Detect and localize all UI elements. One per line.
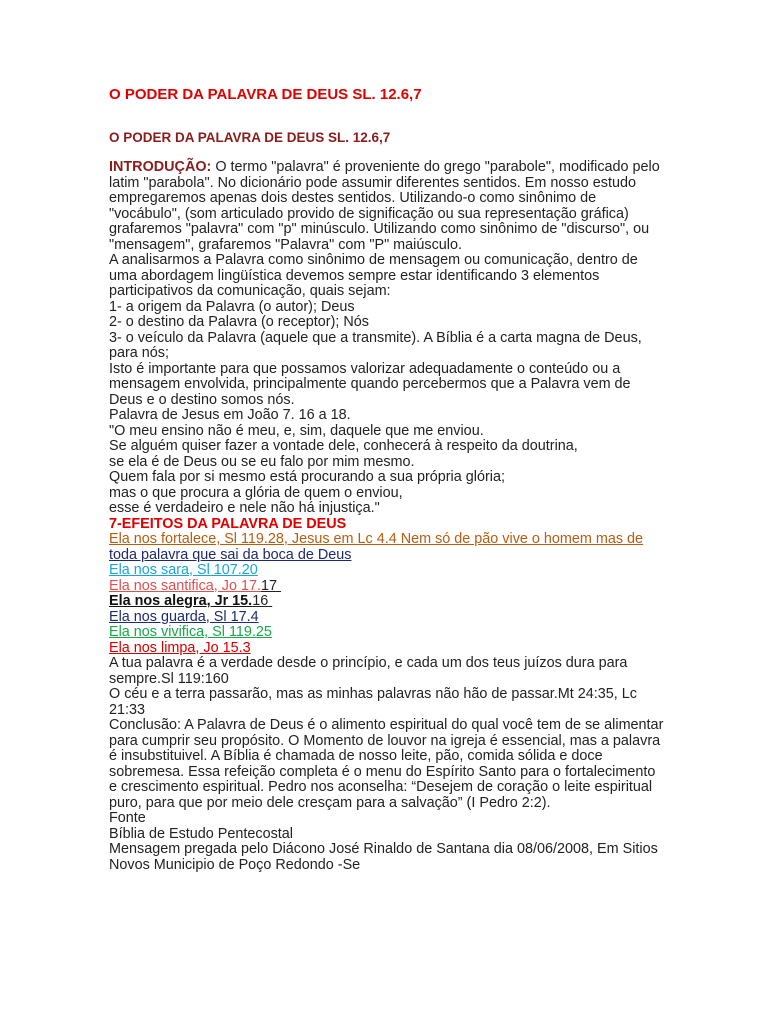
body-line: Quem fala por si mesmo está procurando a sua própria glória; <box>109 469 505 485</box>
document-body <box>109 130 669 873</box>
closing-line: para cumprir seu propósito. O Momento de louvor na igreja é essencial, mas a palavra <box>109 732 661 749</box>
efeito-sara-link[interactable]: Ela nos sara, Sl 107.20 <box>109 562 258 578</box>
closing-line: sempre.Sl 119:160 <box>109 670 229 687</box>
body-line: Palavra de Jesus em João 7. 16 a 18. <box>109 407 351 423</box>
efeito-vivifica-link[interactable]: Ela nos vivifica, Sl 119.25 <box>109 624 272 640</box>
closing-line: Conclusão: A Palavra de Deus é o alimento espiritual do qual você tem de se alimentar <box>109 717 664 733</box>
body-line: para nós; <box>109 345 170 361</box>
body-line: A analisarmos a Palavra como sinônimo de mensagem ou comunicação, dentro de <box>109 252 638 268</box>
body-line: "mensagem", grafaremos "Palavra" com "P" maiúsculo. <box>109 236 462 253</box>
efeito-alegra-verse[interactable]: 16 <box>252 593 269 609</box>
body-line: "O meu ensino não é meu, e, sim, daquele que me enviou. <box>109 422 484 439</box>
efeito-fortalece-link[interactable]: Ela nos fortalece, Sl 119.28, Jesus em Lc 4.4 Nem só de pão vive o homem mas de <box>109 531 644 547</box>
intro-label: INTRODUÇÃO: <box>109 159 212 175</box>
body-line: empregaremos apenas dois destes sentidos. Utilizando-o como sinônimo de <box>109 190 597 206</box>
body-line: "vocábulo", (som articulado provido de significação ou sua representação gráfica) <box>109 205 629 222</box>
closing-line: Fonte <box>109 810 146 826</box>
body-line: mensagem envolvida, principalmente quando percebermos que a Palavra vem de <box>109 376 631 392</box>
efeito-santifica-line[interactable] <box>109 579 669 595</box>
efeito-limpa-link[interactable]: Ela nos limpa, Jo 15.3 <box>109 639 251 656</box>
body-line: 3- o veículo da Palavra (aquele que a transmite). A Bíblia é a carta magna de Deus, <box>109 329 642 346</box>
section-subtitle: O PODER DA PALAVRA DE DEUS SL. 12.6,7 <box>109 130 391 145</box>
efeitos-heading: 7-EFEITOS DA PALAVRA DE DEUS <box>109 515 347 532</box>
body-line: mas o que procura a glória de quem o enviou, <box>109 484 403 501</box>
body-line: grafaremos "palavra" com "p" minúsculo. Utilizando como sinônimo de "discurso", ou <box>109 221 650 237</box>
closing-line: e crescimento espiritual. Pedro nos aconselha: “Desejem de coração o leite espiritual <box>109 779 653 795</box>
body-line: Se alguém quiser fazer a vontade dele, conhecerá à respeito da doutrina, <box>109 438 578 454</box>
efeito-alegra-link[interactable]: Ela nos alegra, Jr 15. <box>109 593 253 609</box>
efeito-fortalece-link-cont[interactable]: toda palavra que sai da boca de Deus <box>109 546 352 563</box>
body-line: latim "parabola". No dicionário pode assumir diferentes sentidos. Em nosso estudo <box>109 174 636 191</box>
intro-line <box>109 160 669 176</box>
document-title: O PODER DA PALAVRA DE DEUS SL. 12.6,7 <box>109 86 422 103</box>
body-line: se ela é de Deus ou se eu falo por mim mesmo. <box>109 453 415 470</box>
closing-line: O céu e a terra passarão, mas as minhas palavras não hão de passar.Mt 24:35, Lc <box>109 686 637 702</box>
efeito-santifica-verse[interactable]: 17 <box>261 577 278 594</box>
efeito-guarda-link[interactable]: Ela nos guarda, Sl 17.4 <box>109 608 259 625</box>
efeito-santifica-link[interactable]: Ela nos santifica, Jo 17. <box>109 577 261 594</box>
closing-line: puro, para que por meio dele cresçam para a salvação” (I Pedro 2:2). <box>109 794 551 811</box>
body-line: esse é verdadeiro e nele não há injustiça." <box>109 500 380 516</box>
closing-line: é insubstituivel. A Bíblia é chamada de nosso leite, pão, comida sólida e doce <box>109 748 603 764</box>
closing-line: 21:33 <box>109 701 146 718</box>
closing-line: Mensagem pregada pelo Diácono José Rinaldo de Santana dia 08/06/2008, Em Sitios <box>109 841 658 857</box>
intro-text: O termo "palavra" é proveniente do grego "parabole", modificado pelo <box>211 159 660 175</box>
closing-line: sobremesa. Essa refeição completa é o menu do Espírito Santo para o fortalecimento <box>109 763 656 780</box>
body-line: 1- a origem da Palavra (o autor); Deus <box>109 298 355 315</box>
body-line: Deus e o destino somos nós. <box>109 391 295 408</box>
closing-line: Bíblia de Estudo Pentecostal <box>109 825 294 842</box>
body-line: participativos da comunicação, quais sejam: <box>109 283 391 299</box>
closing-line: A tua palavra é a verdade desde o princípio, e cada um dos teus juízos dura para <box>109 655 628 671</box>
body-line: uma abordagem lingüística devemos sempre estar identificando 3 elementos <box>109 267 600 284</box>
closing-line: Novos Municipio de Poço Redondo -Se <box>109 856 361 873</box>
body-line: 2- o destino da Palavra (o receptor); Nós <box>109 314 369 330</box>
body-line: Isto é importante para que possamos valorizar adequadamente o conteúdo ou a <box>109 360 621 377</box>
efeito-alegra-line[interactable] <box>109 594 669 610</box>
